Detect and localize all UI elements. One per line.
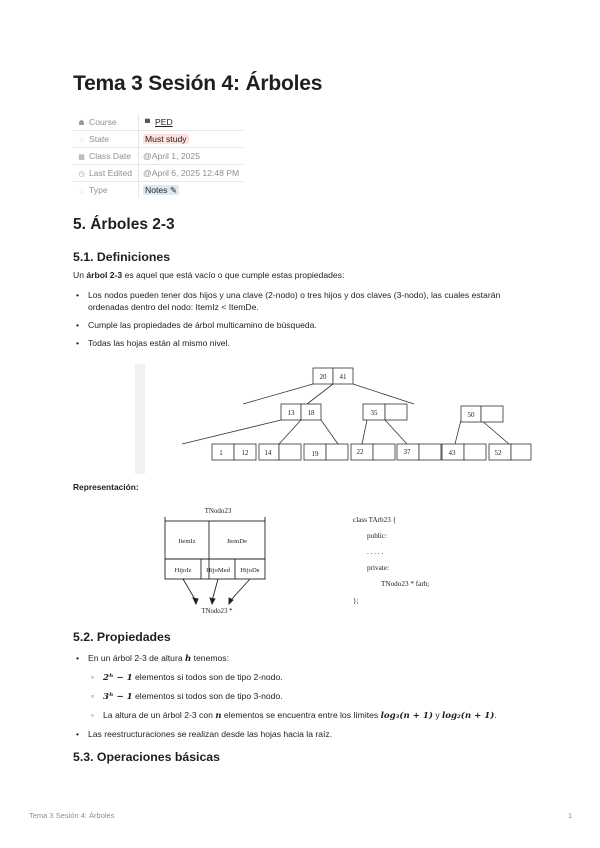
text-run: es aquel que está vacío o que cumple estas propiedades:	[122, 270, 345, 280]
intro-paragraph	[73, 269, 533, 281]
list-item: • Las reestructuraciones se realizan desde las hojas hacia la raíz.	[73, 728, 533, 740]
node-structure-diagram	[163, 503, 273, 615]
tree-key: 22	[356, 448, 364, 456]
clock-icon: ◷	[78, 171, 85, 178]
type-tag-label: Notes	[145, 184, 168, 195]
tree-key: 52	[494, 449, 502, 457]
tree-key: 19	[311, 450, 319, 458]
node-child-middle: HijoMed	[206, 567, 230, 574]
code-line: . . . . .	[367, 548, 384, 556]
subsection-heading-definiciones: 5.1. Definiciones	[73, 250, 171, 264]
tree-key: 35	[370, 409, 378, 417]
text-run: .	[494, 710, 497, 720]
node-child-left: HijoIz	[174, 567, 192, 574]
code-line: };	[353, 597, 359, 605]
tree-key: 50	[467, 411, 475, 419]
footer-page-number: 1	[568, 811, 573, 820]
edit-icon: ✎	[169, 184, 178, 195]
subsection-heading-operaciones: 5.3. Operaciones básicas	[73, 750, 220, 764]
text-run: Un	[73, 270, 87, 280]
node-child-right: HijoDe	[240, 567, 260, 574]
math-expression: log₂(n + 1)	[442, 711, 495, 721]
section-heading: 5. Árboles 2-3	[73, 216, 175, 233]
code-line: TNodo23 * farb;	[381, 580, 430, 588]
definition-list	[73, 289, 533, 355]
tree-key: 18	[307, 409, 315, 417]
math-var: h	[184, 654, 192, 664]
class-date-value[interactable]: @April 1, 2025	[143, 151, 200, 161]
course-page-icon: ▀	[145, 120, 150, 127]
math-var: n	[215, 711, 222, 721]
node-field-labels	[175, 538, 260, 574]
math-expression: log₃(n + 1)	[380, 711, 433, 721]
node-item-right: ItemDe	[227, 538, 247, 545]
code-line: public:	[367, 532, 387, 540]
list-item	[88, 690, 533, 703]
list-item: • Cumple las propiedades de árbol multicamino de búsqueda.	[73, 319, 533, 331]
type-icon: ◌	[79, 188, 84, 195]
code-lines	[353, 516, 429, 605]
code-line: class TArb23 {	[353, 516, 397, 524]
property-row[interactable]	[73, 131, 243, 148]
course-icon: ☗	[78, 120, 85, 127]
calendar-icon: ▦	[78, 154, 85, 161]
property-label: Type	[89, 185, 108, 195]
tree-key: 43	[448, 449, 456, 457]
tree-key: 20	[319, 373, 327, 381]
footer-title: Tema 3 Sesión 4: Árboles	[29, 811, 115, 820]
list-item	[88, 671, 533, 684]
math-expression: 3ʰ − 1	[103, 692, 133, 702]
scan-edge	[135, 364, 145, 474]
code-line: private:	[367, 564, 389, 572]
node-pointer-label: TNodo23 *	[201, 608, 233, 615]
text-run: elementos si todos son de tipo 2-nodo.	[132, 672, 283, 682]
subsection-heading-propiedades: 5.2. Propiedades	[73, 630, 171, 644]
course-link[interactable]: PED	[155, 117, 173, 127]
tree-key: 41	[339, 373, 347, 381]
text-run: La altura de un árbol 2-3 con	[103, 710, 216, 720]
text-run: tenemos:	[191, 653, 229, 663]
property-label: Class Date	[89, 151, 132, 161]
property-label: Last Edited	[89, 168, 132, 178]
text-run: elementos se encuentra entre los límites	[221, 710, 381, 720]
state-tag[interactable]: Must study	[145, 134, 187, 144]
node-type-label: TNodo23	[204, 507, 232, 515]
tree-key: 1	[219, 449, 223, 457]
list-item: • Todas las hojas están al mismo nivel.	[73, 337, 533, 349]
property-row[interactable]	[73, 165, 243, 182]
text-run: y	[432, 710, 443, 720]
tree-key: 14	[264, 449, 272, 457]
class-code-diagram	[353, 510, 473, 610]
property-label: Course	[89, 117, 117, 127]
list-item: • Los nodos pueden tener dos hijos y una clave (2-nodo) o tres hijos y dos claves (3-nodo), las cuales estarán ordenadas dentro del nodo: ItemIz < ItemDe.	[73, 289, 533, 313]
child-pointer-arrows	[183, 579, 250, 604]
tree-diagram	[135, 364, 535, 474]
text-run: En un árbol 2-3 de altura	[88, 653, 185, 663]
math-expression: 2ʰ − 1	[103, 673, 133, 683]
list-item	[88, 709, 533, 722]
type-tag[interactable]	[143, 185, 179, 195]
page-title: Tema 3 Sesión 4: Árboles	[73, 72, 323, 95]
property-row[interactable]	[73, 114, 243, 131]
last-edited-value[interactable]: @April 6, 2025 12:48 PM	[143, 168, 240, 178]
tree-key: 12	[241, 449, 249, 457]
tree-key: 37	[403, 448, 411, 456]
properties-table	[73, 114, 243, 198]
node-item-left: ItemIz	[178, 538, 196, 545]
property-label: State	[89, 134, 110, 144]
bold-term: árbol 2-3	[86, 270, 123, 280]
state-icon: ◌	[79, 137, 84, 144]
representation-label: Representación:	[73, 482, 139, 492]
list-item	[73, 652, 533, 722]
tree-key: 13	[287, 409, 295, 417]
property-row[interactable]	[73, 182, 243, 199]
property-row[interactable]	[73, 148, 243, 165]
nested-list	[88, 671, 533, 722]
text-run: elementos si todos son de tipo 3-nodo.	[132, 691, 283, 701]
properties-list	[73, 652, 533, 746]
